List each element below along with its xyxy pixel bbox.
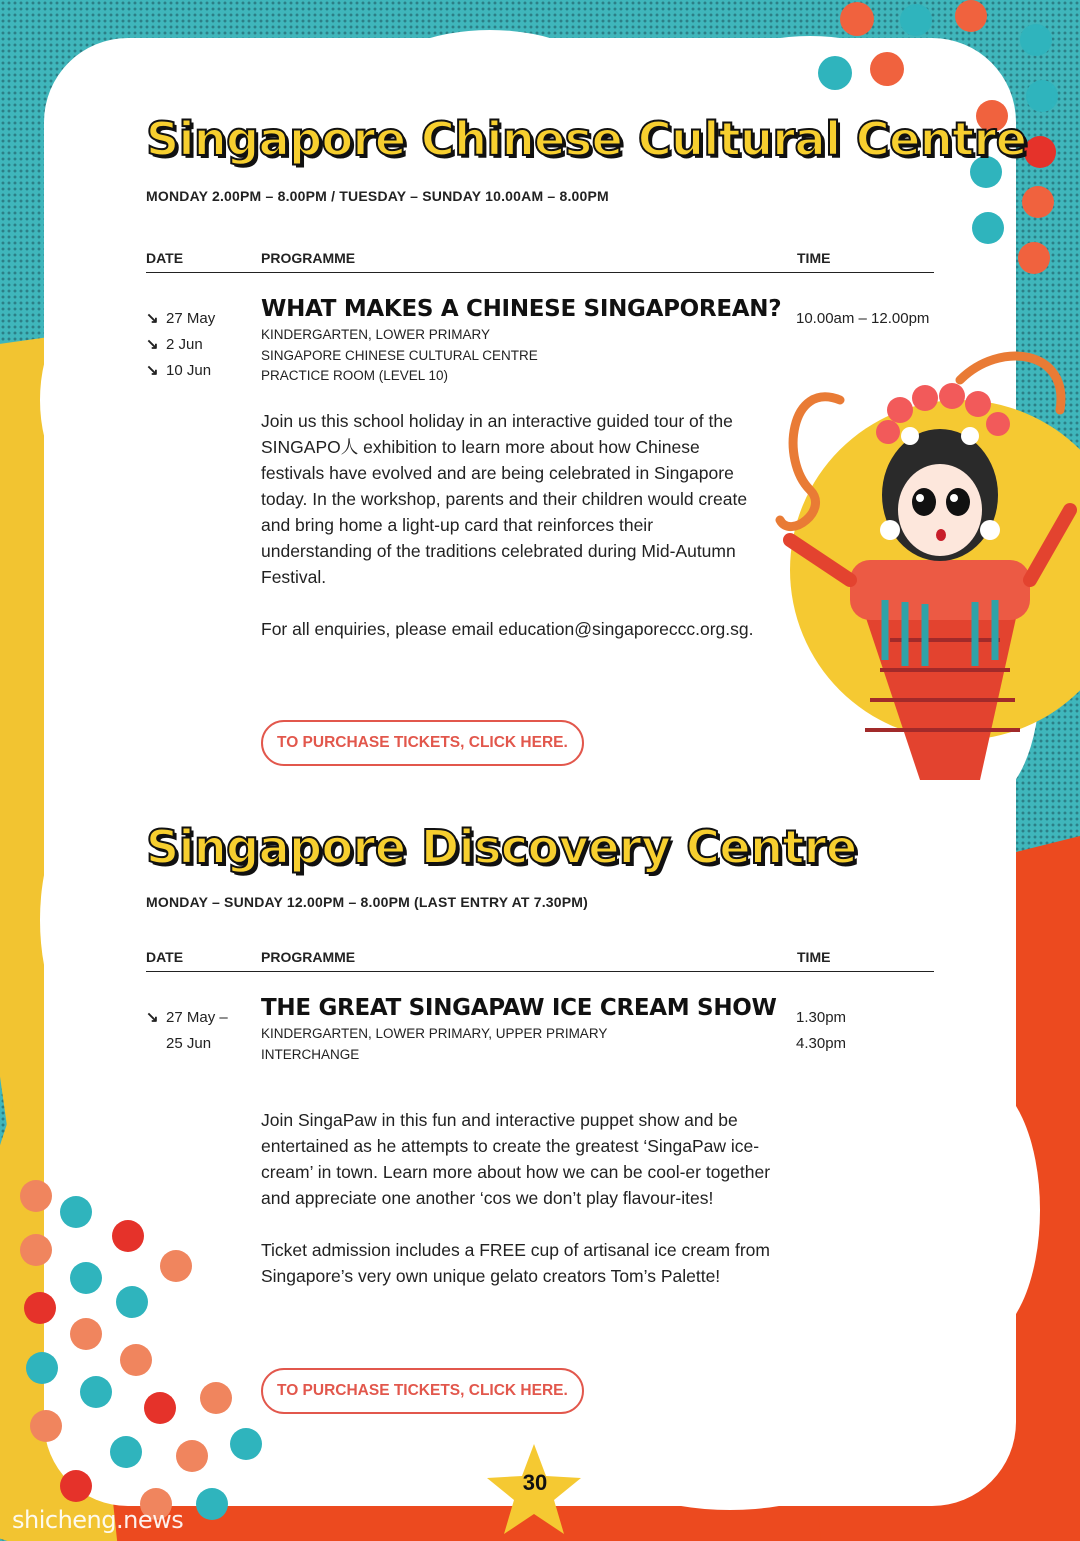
date-value: 25 Jun [166, 1035, 212, 1052]
decor-dot [24, 1292, 56, 1324]
decor-dot [1026, 80, 1058, 112]
date-item [146, 1005, 228, 1031]
column-header-date: DATE [146, 949, 184, 965]
decor-dot [818, 56, 852, 90]
decor-dot [30, 1410, 62, 1442]
programme-title: WHAT MAKES A CHINESE SINGAPOREAN? [261, 296, 782, 322]
table-header [146, 945, 934, 972]
date-value: 10 Jun [166, 362, 212, 379]
purchase-tickets-button[interactable]: TO PURCHASE TICKETS, CLICK HERE. [261, 720, 584, 766]
column-header-date: DATE [146, 250, 184, 266]
decor-dot [972, 212, 1004, 244]
date-item [146, 1031, 228, 1057]
cloud-edge [250, 1410, 470, 1500]
time-slot: 4.30pm [796, 1035, 847, 1052]
decor-dot [70, 1318, 102, 1350]
column-header-programme: PROGRAMME [261, 250, 356, 266]
column-header-time: TIME [797, 250, 831, 266]
decor-dot [60, 1196, 92, 1228]
decor-dot [870, 52, 904, 86]
column-header-programme: PROGRAMME [261, 949, 356, 965]
audience: KINDERGARTEN, LOWER PRIMARY, UPPER PRIMARY [261, 1026, 608, 1041]
programme-meta [261, 1024, 607, 1065]
purchase-tickets-button[interactable]: TO PURCHASE TICKETS, CLICK HERE. [261, 1368, 584, 1414]
decor-dot [160, 1250, 192, 1282]
decor-dot [200, 1382, 232, 1414]
watermark: shicheng.news [12, 1506, 184, 1534]
chinese-opera-figure-illustration [770, 340, 1080, 780]
opening-hours: MONDAY – SUNDAY 12.00PM – 8.00PM (LAST ENTRY AT 7.30PM) [146, 894, 589, 910]
decor-dot [116, 1286, 148, 1318]
decor-dot [955, 0, 987, 32]
time-slot: 1.30pm [796, 1009, 847, 1026]
venue: INTERCHANGE [261, 1046, 360, 1062]
venue-room: PRACTICE ROOM (LEVEL 10) [261, 368, 449, 383]
date-value: 27 May – [166, 1009, 228, 1026]
column-header-time: TIME [797, 949, 831, 965]
date-item [146, 358, 215, 384]
arrow-down-right-icon: ↘ [146, 310, 159, 327]
description-paragraph: Join us this school holiday in an interactive guided tour of the SINGAPO人 exhibition to learn more about how Chinese festivals have evolved and are being celebrated in Singapore today. In the workshop, parents and their children would create and bring home a light-up card that reinforces their understanding of the traditions celebrated during Mid-Autumn Festival. [261, 411, 748, 587]
programme-title: THE GREAT SINGAPAW ICE CREAM SHOW [261, 995, 777, 1021]
programme-description [261, 1107, 781, 1315]
decor-dot [1018, 242, 1050, 274]
decor-dot [840, 2, 874, 36]
enquiry-paragraph: For all enquiries, please email education@singaporeccc.org.sg. [261, 619, 754, 639]
decor-dot [26, 1352, 58, 1384]
decor-dot [112, 1220, 144, 1252]
decor-dot [70, 1262, 102, 1294]
cloud-edge [40, 800, 150, 1040]
section-title-sdc: Singapore Discovery Centre [146, 820, 857, 874]
date-value: 27 May [166, 310, 216, 327]
decor-dot [196, 1488, 228, 1520]
decor-dot [144, 1392, 176, 1424]
arrow-down-right-icon: ↘ [146, 336, 159, 353]
decor-dot [900, 4, 932, 36]
opening-hours: MONDAY 2.00PM – 8.00PM / TUESDAY – SUNDAY 10.00AM – 8.00PM [146, 188, 609, 204]
decor-dot [176, 1440, 208, 1472]
section-title-sccc: Singapore Chinese Cultural Centre [146, 112, 1027, 166]
decor-dot [1020, 24, 1052, 56]
decor-dot [20, 1234, 52, 1266]
cloud-edge [40, 300, 160, 500]
decor-dot [110, 1436, 142, 1468]
programme-meta [261, 325, 538, 387]
decor-dot [1024, 136, 1056, 168]
page-number: 30 [522, 1470, 548, 1495]
programme-description [261, 408, 761, 668]
description-paragraph: Join SingaPaw in this fun and interactive puppet show and be entertained as he attempts to create the greatest ‘SingaPaw ice-cream’ in town. Learn more about how we can be cool-er together and appreciate one another ‘cos we don’t play flavour-ites! [261, 1110, 771, 1208]
date-value: 2 Jun [166, 336, 203, 353]
decor-dot [20, 1180, 52, 1212]
date-item [146, 306, 215, 332]
cloud-edge [920, 1080, 1040, 1340]
arrow-down-right-icon: ↘ [146, 1009, 159, 1026]
programme-times [796, 1005, 846, 1057]
audience: KINDERGARTEN, LOWER PRIMARY [261, 327, 491, 342]
date-list [146, 1005, 228, 1057]
ticket-info-paragraph: Ticket admission includes a FREE cup of artisanal ice cream from Singapore’s very own unique gelato creators Tom’s Palette! [261, 1240, 770, 1286]
cloud-edge [600, 1400, 860, 1510]
decor-dot [80, 1376, 112, 1408]
arrow-down-right-icon: ↘ [146, 362, 159, 379]
decor-dot [1022, 186, 1054, 218]
programme-time: 10.00am – 12.00pm [796, 310, 930, 327]
date-list [146, 306, 215, 384]
decor-dot [60, 1470, 92, 1502]
decor-dot [120, 1344, 152, 1376]
table-header [146, 246, 934, 273]
decor-dot [230, 1428, 262, 1460]
venue: SINGAPORE CHINESE CULTURAL CENTRE [261, 347, 538, 363]
date-item [146, 332, 215, 358]
